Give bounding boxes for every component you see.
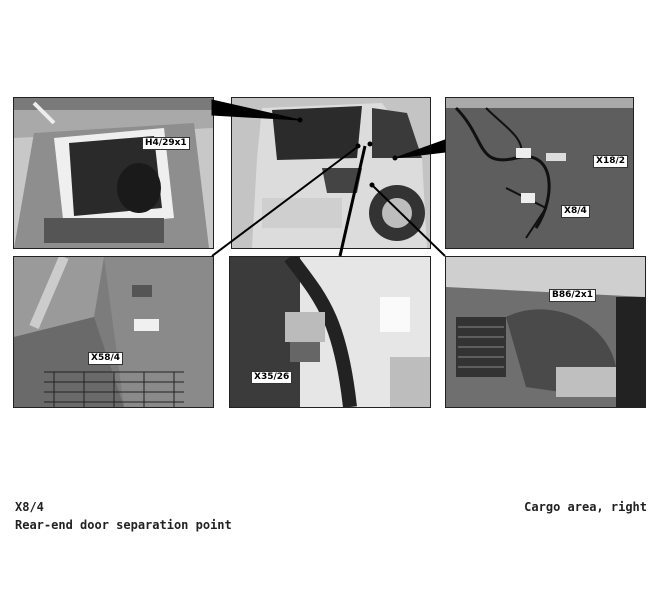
panel-cargo-side-wall [13, 256, 214, 408]
door-connector-photo [230, 257, 430, 407]
panel-wiring-harness [445, 97, 634, 249]
component-name: Rear-end door separation point [15, 518, 232, 532]
callout-b86-2x1: B86/2x1 [549, 289, 596, 302]
panel-door-connector [229, 256, 431, 408]
callout-h4-29x1: H4/29x1 [142, 137, 190, 150]
callout-x35-26: X35/26 [251, 371, 292, 384]
panel-sensor-area [445, 256, 646, 408]
cargo-side-wall-photo [14, 257, 213, 407]
callout-x8-4: X8/4 [561, 205, 590, 218]
car-rear-photo [232, 98, 430, 248]
panel-trunk-amplifier [13, 97, 214, 249]
component-id: X8/4 [15, 500, 44, 514]
trunk-amplifier-photo [14, 98, 213, 248]
panel-car-rear [231, 97, 431, 249]
callout-x58-4: X58/4 [88, 352, 123, 365]
callout-x18-2: X18/2 [593, 155, 628, 168]
location-label: Cargo area, right [524, 500, 647, 514]
sensor-area-photo [446, 257, 645, 407]
wiring-harness-photo [446, 98, 633, 248]
